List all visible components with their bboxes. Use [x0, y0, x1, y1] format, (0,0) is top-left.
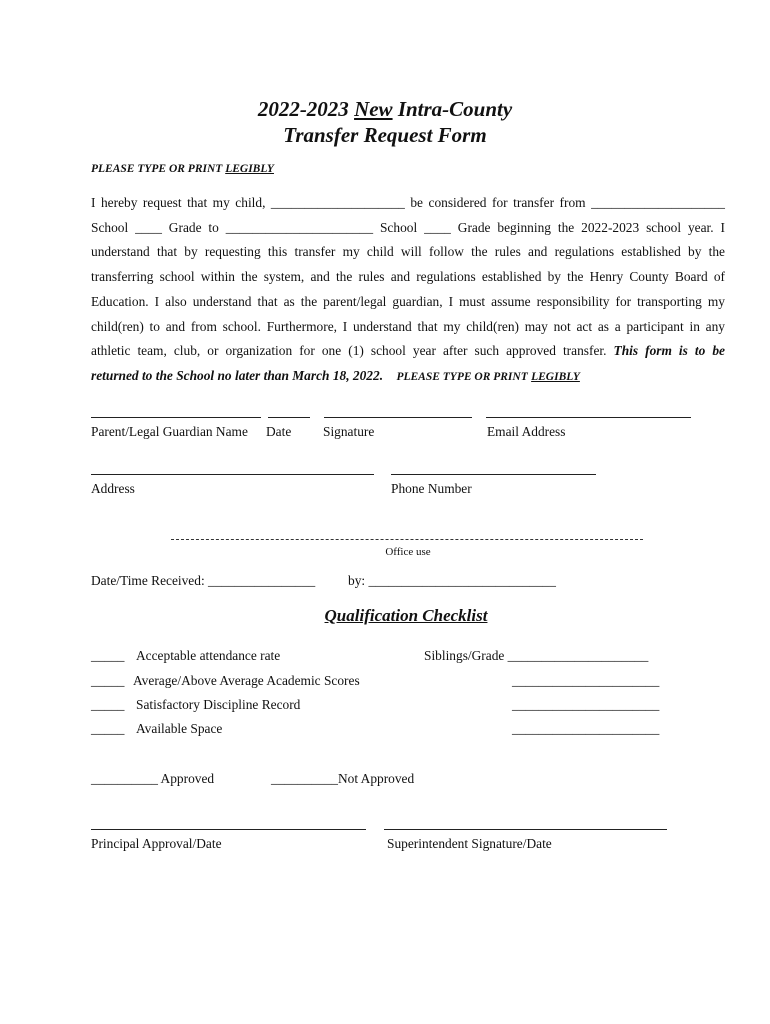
address-blank[interactable] — [91, 474, 374, 475]
checklist-blank-2[interactable]: _____ — [91, 673, 125, 688]
qualification-checklist-title: Qualification Checklist — [324, 606, 488, 625]
body-line-4: transferring school within the system, and the rules and regulations established by the Henry County Board of — [91, 269, 725, 285]
checklist-item-discipline: Satisfactory Discipline Record — [136, 697, 301, 712]
email-label: Email Address — [487, 424, 566, 439]
print-notice-prefix: PLEASE TYPE OR PRINT — [91, 163, 223, 175]
approved-option[interactable]: __________ Approved — [91, 771, 215, 786]
form-title-line2: Transfer Request Form — [283, 123, 487, 147]
guardian-name-label: Parent/Legal Guardian Name — [91, 424, 248, 439]
right-blank-2[interactable]: ______________________ — [512, 697, 660, 712]
superintendent-signature-blank[interactable] — [384, 829, 667, 830]
signature-blank[interactable] — [324, 417, 472, 418]
title-new-word: New — [354, 97, 393, 121]
guardian-name-blank[interactable] — [91, 417, 261, 418]
print-notice-repeat-prefix: PLEASE TYPE OR PRINT — [396, 370, 528, 383]
not-approved-option[interactable]: __________Not Approved — [271, 771, 415, 786]
body-line-3: understand that by requesting this transfer my child will follow the rules and regulations established by the — [91, 244, 725, 260]
checklist-item-attendance: Acceptable attendance rate — [136, 648, 281, 663]
body-line-7-text: athletic team, club, or organization for one (1) school year after such approved transfer. — [91, 343, 607, 359]
print-notice-repeat-emphasis: LEGIBLY — [531, 370, 580, 383]
date-time-received: Date/Time Received: ________________ — [91, 573, 316, 588]
body-line-5: Education. I also understand that as the parent/legal guardian, I must assume responsibility for transporting my — [91, 293, 725, 309]
superintendent-signature-label: Superintendent Signature/Date — [387, 836, 552, 851]
phone-blank[interactable] — [391, 474, 596, 475]
print-notice — [91, 163, 274, 175]
title-line1-rest: Intra-County — [397, 97, 513, 121]
office-use-label: Office use — [385, 546, 431, 558]
checklist-blank-3[interactable]: _____ — [91, 697, 125, 712]
phone-label: Phone Number — [391, 481, 472, 496]
body-line-2: School ____ Grade to ______________________ School ____ Grade beginning the 2022-2023 school year. I — [91, 219, 725, 235]
principal-approval-blank[interactable] — [91, 829, 366, 830]
checklist-blank-1[interactable]: _____ — [91, 648, 125, 663]
print-notice-emphasis: LEGIBLY — [225, 163, 274, 175]
right-blank-1[interactable]: ______________________ — [512, 673, 660, 688]
signature-label: Signature — [323, 424, 375, 439]
return-deadline-part1: This form is to be — [613, 343, 725, 359]
request-paragraph — [91, 191, 725, 390]
principal-approval-label: Principal Approval/Date — [91, 836, 222, 851]
form-title-line1 — [0, 97, 770, 122]
right-blank-3[interactable]: ______________________ — [512, 721, 660, 736]
date-blank[interactable] — [268, 417, 310, 418]
received-by: by: ____________________________ — [348, 573, 556, 588]
date-label: Date — [266, 424, 292, 439]
email-blank[interactable] — [486, 417, 691, 418]
checklist-item-academic-scores: Average/Above Average Academic Scores — [133, 673, 360, 688]
siblings-grade: Siblings/Grade _____________________ — [424, 648, 649, 663]
address-label: Address — [91, 481, 135, 496]
title-year: 2022-2023 — [257, 97, 349, 121]
checklist-item-space: Available Space — [136, 721, 223, 736]
body-line-1: I hereby request that my child, ____________________ be considered for transfer from ____________________ — [91, 195, 725, 210]
body-line-8 — [91, 364, 725, 390]
return-deadline-part2: returned to the School no later than March 18, 2022. — [91, 367, 384, 383]
checklist-blank-4[interactable]: _____ — [91, 721, 125, 736]
office-use-divider — [171, 539, 643, 540]
body-line-7 — [91, 339, 725, 364]
body-line-6: child(ren) to and from school. Furthermore, I understand that my child(ren) may not act as a participant in any — [91, 318, 725, 334]
